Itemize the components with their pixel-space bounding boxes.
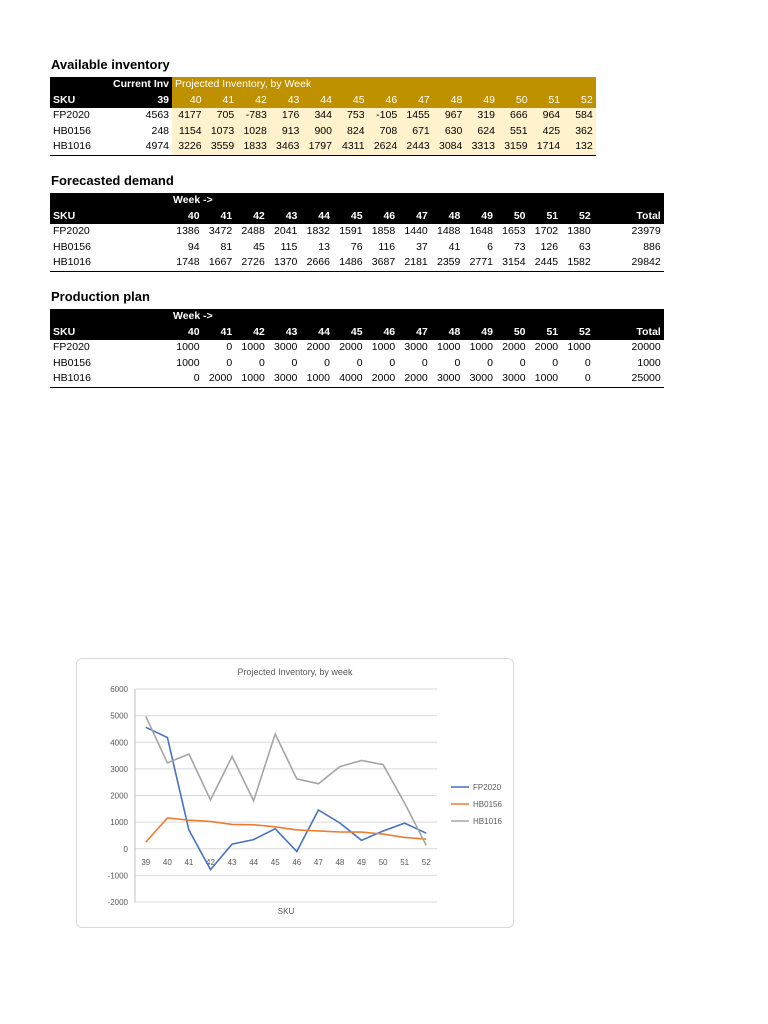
y-tick-label: 0: [123, 844, 128, 854]
week-header: 49: [465, 93, 498, 109]
week-header: 40: [170, 209, 203, 225]
week-header: 44: [300, 209, 333, 225]
current-inv-cell: 4563: [145, 109, 170, 122]
value-cell: 2000: [203, 371, 236, 387]
x-tick-label: 43: [227, 857, 237, 867]
sku-cell: FP2020: [53, 225, 90, 238]
week-header: 51: [529, 325, 562, 341]
value-cell: 0: [324, 356, 330, 369]
value-cell: 2488: [241, 225, 265, 238]
week-header: 40: [170, 325, 203, 341]
x-tick-label: 42: [206, 857, 215, 867]
value-cell: 2041: [274, 225, 298, 238]
week-header: 45: [333, 209, 366, 225]
value-cell: 76: [350, 240, 363, 253]
value-cell: 37: [416, 240, 428, 253]
value-cell: 2000: [534, 341, 559, 354]
projected-cell: 551: [498, 124, 531, 140]
week-header: 45: [333, 325, 366, 341]
value-cell: 0: [226, 341, 233, 354]
projected-cell: -105: [368, 108, 401, 124]
value-cell: 116: [378, 240, 396, 253]
value-cell: 3472: [208, 225, 233, 238]
value-cell: 3000: [496, 371, 529, 387]
value-cell: 1000: [529, 371, 562, 387]
value-cell: 2000: [306, 341, 330, 354]
week-header: 44: [300, 325, 333, 341]
value-cell: 126: [540, 240, 559, 253]
x-tick-label: 46: [292, 857, 302, 867]
projected-cell: 1154: [172, 124, 205, 140]
total-header: Total: [594, 325, 664, 341]
total-cell: 25000: [594, 371, 664, 387]
sku-cell: FP2020: [53, 341, 90, 354]
y-axis-ticks: [108, 685, 129, 907]
projected-cell: 3313: [465, 139, 498, 155]
x-axis-label: SKU: [277, 907, 295, 916]
value-cell: 94: [187, 240, 200, 253]
projected-cell: 964: [531, 108, 564, 124]
y-tick-label: 6000: [110, 685, 128, 694]
demand-row: [50, 240, 664, 256]
value-cell: 3000: [404, 341, 428, 354]
week-header: 51: [529, 209, 562, 225]
value-cell: 0: [226, 356, 233, 369]
projected-cell: 1455: [400, 108, 433, 124]
x-tick-label: 44: [249, 857, 259, 867]
x-tick-label: 41: [184, 857, 194, 867]
value-cell: 73: [513, 240, 526, 253]
projected-inventory-header: Projected Inventory, by Week: [172, 77, 596, 93]
value-cell: 63: [579, 240, 591, 253]
production-table: [50, 309, 664, 388]
total-cell: 23979: [631, 225, 661, 238]
value-cell: 3000: [431, 371, 464, 387]
sku-cell: HB1016: [50, 139, 110, 155]
sku-cell: HB1016: [50, 371, 170, 387]
x-tick-label: 39: [141, 857, 151, 867]
value-cell: 3000: [274, 341, 298, 354]
value-cell: 3687: [366, 255, 399, 271]
projected-cell: 708: [368, 124, 401, 140]
header-blank: [50, 193, 170, 209]
value-cell: 1000: [436, 341, 461, 354]
total-cell: 29842: [594, 255, 664, 271]
x-tick-label: 49: [357, 857, 366, 867]
projected-cell: 1833: [237, 139, 270, 155]
projected-cell: 666: [498, 108, 531, 124]
production-row: [50, 340, 664, 356]
projected-cell: 913: [270, 124, 303, 140]
demand-header-row-1: [50, 193, 664, 209]
value-cell: 0: [170, 371, 203, 387]
week-header: 46: [366, 325, 399, 341]
chart-container[interactable]: [76, 658, 514, 928]
projected-cell: 671: [400, 124, 433, 140]
total-cell: 20000: [631, 341, 661, 354]
value-cell: 2666: [300, 255, 333, 271]
value-cell: 0: [291, 356, 298, 369]
projected-cell: 425: [531, 124, 564, 140]
y-tick-label: 5000: [110, 711, 128, 721]
sku-cell: HB1016: [50, 255, 170, 271]
value-cell: 1000: [371, 341, 396, 354]
week-header: 41: [203, 209, 236, 225]
total-cell: 1000: [637, 356, 661, 369]
header-blank: [50, 77, 110, 93]
projected-cell: 3084: [433, 139, 466, 155]
demand-header-row-2: [50, 209, 664, 225]
inventory-row: [50, 108, 596, 124]
x-tick-label: 51: [400, 857, 410, 867]
current-inv-header: Current Inv: [110, 77, 172, 93]
projected-cell: 967: [433, 108, 466, 124]
value-cell: 1488: [436, 225, 461, 238]
projected-cell: 344: [302, 108, 335, 124]
value-cell: 1386: [176, 225, 200, 238]
x-tick-label: 48: [335, 857, 345, 867]
y-tick-label: 2000: [110, 791, 128, 801]
projected-cell: 1797: [302, 139, 335, 155]
projected-cell: 3159: [498, 139, 531, 155]
inventory-header-row-1: [50, 77, 596, 93]
sku-cell: HB0156: [53, 240, 91, 253]
week-header: 47: [400, 93, 433, 109]
value-cell: 2445: [529, 255, 562, 271]
value-cell: 2181: [398, 255, 431, 271]
value-cell: 0: [552, 356, 559, 369]
week-header: 48: [433, 93, 466, 109]
projected-cell: 3226: [172, 139, 205, 155]
value-cell: 0: [487, 356, 493, 369]
total-header: Total: [594, 209, 664, 225]
value-cell: 1858: [371, 225, 396, 238]
current-inv-cell: 248: [151, 124, 170, 137]
projected-cell: 3559: [205, 139, 238, 155]
value-cell: 1000: [241, 341, 265, 354]
value-cell: 2000: [398, 371, 431, 387]
y-tick-label: 4000: [110, 738, 128, 748]
x-tick-label: 50: [378, 857, 388, 867]
value-cell: 1653: [502, 225, 526, 238]
value-cell: 1000: [300, 371, 333, 387]
week-header: 48: [431, 325, 464, 341]
current-week-header: 39: [110, 93, 172, 109]
week-header: 50: [496, 209, 529, 225]
current-inv-cell: 4974: [110, 139, 172, 155]
value-cell: 115: [280, 240, 298, 253]
week-header: 43: [270, 93, 303, 109]
production-title: Production plan: [51, 289, 150, 304]
week-header: 45: [335, 93, 368, 109]
projected-cell: 362: [563, 124, 596, 140]
week-header: 47: [398, 325, 431, 341]
y-tick-label: 3000: [110, 764, 128, 774]
value-cell: 2726: [235, 255, 268, 271]
series-lines: [146, 716, 426, 869]
value-cell: 1582: [561, 255, 594, 271]
value-cell: 1000: [176, 341, 200, 354]
value-cell: 0: [454, 356, 461, 369]
projected-cell: 2624: [368, 139, 401, 155]
value-cell: 1000: [567, 341, 591, 354]
y-tick-label: -2000: [107, 898, 128, 907]
header-blank: [50, 309, 170, 325]
x-tick-label: 47: [313, 857, 323, 867]
projected-cell: 900: [302, 124, 335, 140]
x-tick-label: 45: [270, 857, 280, 867]
week-header: 49: [463, 325, 496, 341]
legend-label: FP2020: [473, 783, 502, 792]
projected-cell: 2443: [400, 139, 433, 155]
value-cell: 3000: [463, 371, 496, 387]
total-cell: 886: [643, 240, 661, 253]
legend: [451, 783, 502, 826]
projected-cell: 824: [335, 124, 368, 140]
inventory-header-row-2: [50, 93, 596, 109]
value-cell: 0: [356, 356, 363, 369]
week-header: 52: [563, 93, 596, 109]
projected-cell: 4177: [172, 108, 205, 124]
demand-row: [50, 255, 664, 271]
sku-header: SKU: [50, 209, 170, 225]
x-tick-label: 40: [162, 857, 172, 867]
value-cell: 45: [253, 240, 265, 253]
value-cell: 2000: [339, 341, 363, 354]
sku-cell: HB0156: [53, 124, 91, 137]
week-header: 47: [398, 209, 431, 225]
value-cell: 1370: [268, 255, 301, 271]
x-axis-ticks: [141, 858, 431, 867]
value-cell: 3000: [268, 371, 301, 387]
projected-cell: 319: [465, 108, 498, 124]
week-header: 42: [237, 93, 270, 109]
production-header-row-2: [50, 325, 664, 341]
projected-cell: 176: [270, 108, 303, 124]
week-arrow-label: Week ->: [170, 193, 664, 209]
value-cell: 1486: [333, 255, 366, 271]
sku-header: SKU: [50, 93, 110, 109]
demand-title: Forecasted demand: [51, 173, 174, 188]
value-cell: 13: [318, 240, 330, 253]
value-cell: 81: [220, 240, 233, 253]
week-header: 46: [366, 209, 399, 225]
value-cell: 1648: [469, 225, 493, 238]
week-header: 49: [463, 209, 496, 225]
inventory-row: [50, 139, 596, 155]
projected-cell: -783: [237, 108, 270, 124]
sku-header: SKU: [50, 325, 170, 341]
value-cell: 1000: [176, 356, 200, 369]
value-cell: 2000: [366, 371, 399, 387]
y-tick-label: 1000: [110, 818, 128, 828]
value-cell: 1000: [235, 371, 268, 387]
sku-cell: FP2020: [53, 109, 90, 122]
value-cell: 2771: [463, 255, 496, 271]
inventory-title: Available inventory: [51, 57, 170, 72]
week-header: 41: [203, 325, 236, 341]
week-header: 42: [235, 209, 268, 225]
week-header: 41: [205, 93, 238, 109]
production-header-row-1: [50, 309, 664, 325]
projected-cell: 1028: [237, 124, 270, 140]
week-header: 51: [531, 93, 564, 109]
week-header: 46: [368, 93, 401, 109]
projected-cell: 705: [205, 108, 238, 124]
value-cell: 1702: [534, 225, 559, 238]
projected-cell: 1073: [205, 124, 238, 140]
projected-cell: 584: [563, 108, 596, 124]
value-cell: 1667: [203, 255, 236, 271]
production-row: [50, 371, 664, 387]
value-cell: 1591: [339, 225, 363, 238]
sku-cell: HB0156: [53, 356, 91, 369]
projected-cell: 4311: [335, 139, 368, 155]
value-cell: 0: [519, 356, 526, 369]
week-header: 42: [235, 325, 268, 341]
week-header: 52: [561, 325, 594, 341]
projected-cell: 3463: [270, 139, 303, 155]
week-arrow-label: Week ->: [170, 309, 664, 325]
value-cell: 0: [584, 356, 591, 369]
week-header: 44: [302, 93, 335, 109]
value-cell: 1748: [170, 255, 203, 271]
x-tick-label: 52: [421, 857, 431, 867]
projected-cell: 1714: [531, 139, 564, 155]
chart-title: Projected Inventory, by week: [237, 667, 353, 677]
value-cell: 1832: [306, 225, 330, 238]
value-cell: 0: [389, 356, 396, 369]
week-header: 43: [268, 325, 301, 341]
week-header: 48: [431, 209, 464, 225]
value-cell: 3154: [496, 255, 529, 271]
projected-cell: 630: [433, 124, 466, 140]
inventory-table: [50, 77, 596, 156]
value-cell: 4000: [333, 371, 366, 387]
value-cell: 2359: [431, 255, 464, 271]
value-cell: 1000: [469, 341, 493, 354]
value-cell: 0: [258, 356, 265, 369]
legend-label: HB1016: [473, 817, 502, 826]
value-cell: 6: [487, 240, 493, 253]
value-cell: 0: [561, 371, 594, 387]
week-header: 50: [498, 93, 531, 109]
projected-inventory-chart: [77, 659, 513, 927]
projected-cell: 132: [563, 139, 596, 155]
legend-label: HB0156: [473, 800, 502, 809]
y-tick-label: -1000: [107, 871, 128, 881]
value-cell: 1440: [404, 225, 428, 238]
week-header: 50: [496, 325, 529, 341]
demand-row: [50, 224, 664, 240]
projected-cell: 753: [335, 108, 368, 124]
projected-cell: 624: [465, 124, 498, 140]
week-header: 52: [561, 209, 594, 225]
value-cell: 2000: [502, 341, 526, 354]
value-cell: 0: [421, 356, 428, 369]
value-cell: 41: [448, 240, 461, 253]
value-cell: 1380: [567, 225, 591, 238]
inventory-row: [50, 124, 596, 140]
week-header: 40: [172, 93, 205, 109]
demand-table: [50, 193, 664, 272]
week-header: 43: [268, 209, 301, 225]
production-row: [50, 356, 664, 372]
